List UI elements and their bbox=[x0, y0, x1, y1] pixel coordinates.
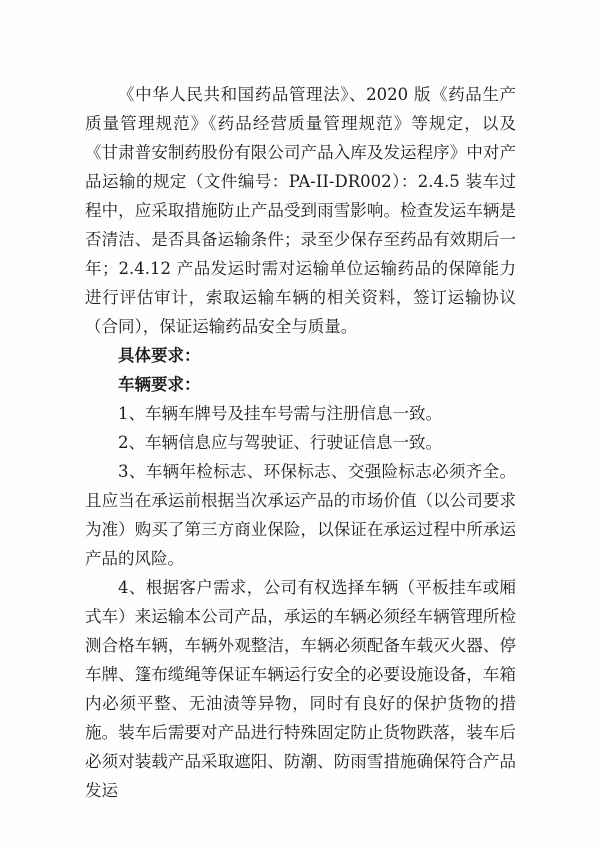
list-item-2-vehicle-info: 2、车辆信息应与驾驶证、行驶证信息一致。 bbox=[118, 433, 442, 452]
paragraph-regulations-reference: 《中华人民共和国药品管理法》、2020 版《药品生产质量管理规范》《药品经营质量管理规范》等规定，以及《甘肃普安制药股份有限公司产品入库及发运程序》中对产品运输的规定（文件编号：PA-II-DR002）：2.4.5 装车过程中，应采取措施防止产品受到雨雪影响。检查发运车辆是否清洁、是否具备运输条件；录至少保存至药品有效期后一年；2.4.12 产品发运时需对运输单位运输药品的保障能力进行评估审计，索取运输车辆的相关资料，签订运输协议（合同），保证运输药品安全与质量。 bbox=[85, 85, 516, 336]
heading-vehicle-requirements: 车辆要求： bbox=[118, 375, 201, 394]
list-item-3-inspection-marks: 3、车辆年检标志、环保标志、交强险标志必须齐全。且应当在承运前根据当次承运产品的市场价值（以公司要求为准）购买了第三方商业保险，以保证在承运过程中所承运产品的风险。 bbox=[85, 462, 516, 568]
list-item-4-vehicle-selection: 4、根据客户需求，公司有权选择车辆（平板挂车或厢式车）来运输本公司产品，承运的车辆必须经车辆管理所检测合格车辆，车辆外观整洁，车辆必须配备车载灭火器、停车牌、篷布缆绳等保证车辆运行安全的必要设施设备，车箱内必须平整、无油渍等异物，同时有良好的保护货物的措施。装车后需要对产品进行特殊固定防止货物跌落，装车后必须对装载产品采取遮阳、防潮、防雨雪措施确保符合产品发运 bbox=[85, 578, 516, 800]
list-item-1-license-plate: 1、车辆车牌号及挂车号需与注册信息一致。 bbox=[118, 404, 442, 423]
heading-specific-requirements: 具体要求： bbox=[118, 346, 201, 365]
document-text-block bbox=[85, 80, 516, 805]
